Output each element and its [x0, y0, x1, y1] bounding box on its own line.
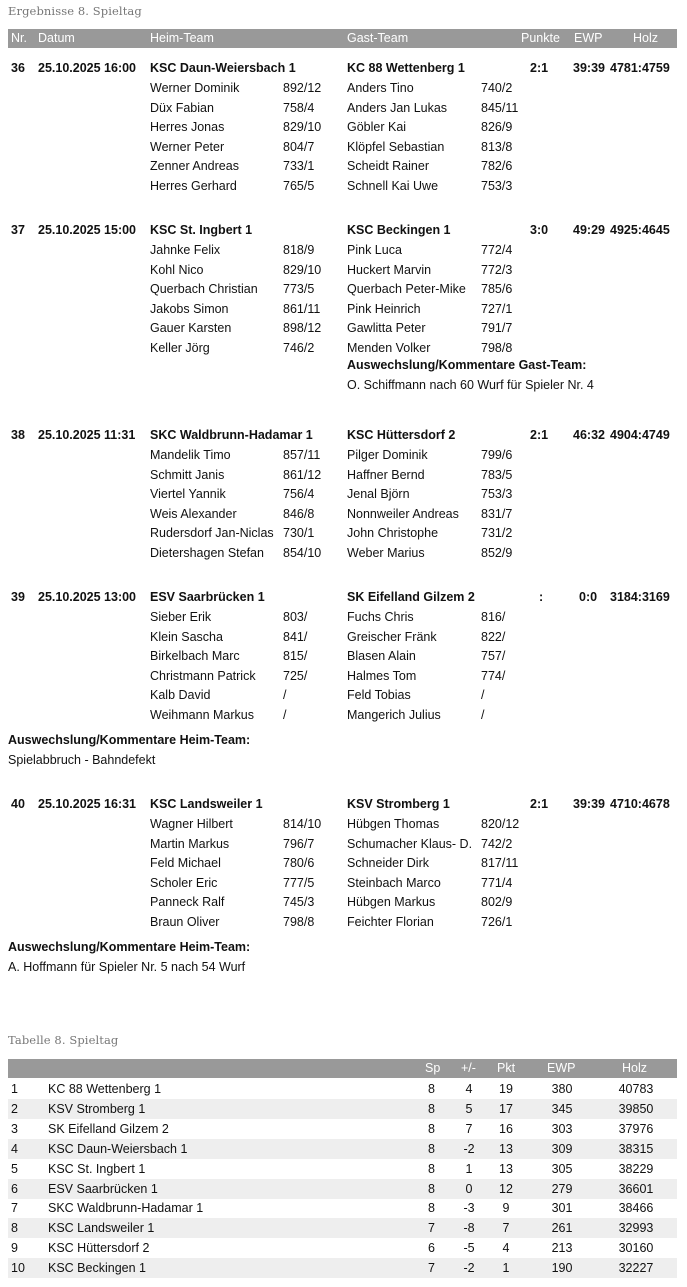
home-player-score: 854/10 [283, 546, 322, 560]
away-player-name: Gawlitta Peter [347, 321, 426, 336]
home-player-score: 745/3 [283, 895, 315, 910]
away-player-score: 757/ [481, 649, 506, 664]
home-player-score: 846/8 [283, 506, 315, 521]
diff-cell: -2 [463, 1261, 475, 1276]
away-player-score: 753/3 [481, 487, 513, 502]
home-player-score: 780/6 [283, 856, 315, 871]
away-player-name: Blasen Alain [347, 649, 416, 664]
away-player-score: 798/8 [481, 341, 513, 355]
away-player-name: Anders Tino [347, 81, 414, 95]
away-team: KSV Stromberg 1 [347, 797, 450, 811]
away-player-score: 817/11 [481, 856, 519, 871]
pkt-cell: 16 [499, 1121, 513, 1136]
home-player-name: Keller Jörg [150, 341, 210, 355]
pkt-cell: 9 [502, 1201, 510, 1216]
header-diff: +/- [461, 1061, 476, 1075]
pkt-cell: 1 [502, 1261, 510, 1276]
standings-row [8, 1079, 677, 1099]
away-player-name: Querbach Peter-Mike [347, 282, 466, 297]
away-player-score: 826/9 [481, 120, 513, 135]
away-team: KSC Hüttersdorf 2 [347, 428, 456, 442]
home-player-score: 796/7 [283, 836, 315, 851]
home-player-name: Zenner Andreas [150, 159, 239, 174]
away-player-score: 783/5 [481, 467, 513, 482]
standings-row [8, 1159, 677, 1179]
away-player-score: 831/7 [481, 506, 513, 521]
home-player-name: Klein Sascha [150, 629, 223, 644]
match-ewp: 49:29 [573, 223, 605, 237]
match-points: : [539, 590, 544, 604]
holz-cell: 30160 [618, 1241, 654, 1256]
match-date: 25.10.2025 15:00 [38, 223, 137, 237]
diff-cell: -3 [463, 1201, 475, 1216]
away-player-score: / [481, 688, 485, 703]
home-comment-label: Auswechslung/Kommentare Heim-Team: [8, 940, 251, 954]
away-team: KSC Beckingen 1 [347, 223, 451, 237]
match-nr: 36 [11, 61, 25, 75]
home-player-score: 803/ [283, 610, 308, 624]
home-player-name: Mandelik Timo [150, 448, 231, 462]
match-holz: 3184:3169 [610, 590, 670, 604]
ewp-cell: 190 [551, 1261, 573, 1276]
diff-cell: -8 [463, 1221, 475, 1236]
home-player-score: 829/10 [283, 120, 322, 135]
home-player-score: 814/10 [283, 817, 322, 831]
team-cell: KSC Landsweiler 1 [48, 1221, 155, 1236]
home-player-name: Panneck Ralf [150, 895, 225, 910]
away-comment-label: Auswechslung/Kommentare Gast-Team: [347, 358, 587, 372]
home-player-name: Weis Alexander [150, 506, 237, 521]
rank-cell: 1 [11, 1082, 18, 1096]
away-player-score: 771/4 [481, 875, 513, 890]
standings-row [8, 1099, 677, 1119]
home-team: KSC St. Ingbert 1 [150, 223, 253, 237]
home-player-name: Werner Dominik [150, 81, 240, 95]
match-nr: 37 [11, 223, 25, 237]
ewp-cell: 279 [551, 1181, 573, 1196]
home-player-score: / [283, 708, 287, 722]
standings-row [8, 1119, 677, 1139]
away-player-name: Fuchs Chris [347, 610, 414, 624]
standings-row [8, 1179, 677, 1199]
holz-cell: 38229 [618, 1161, 654, 1176]
header-holz-table: Holz [622, 1061, 648, 1075]
home-player-name: Scholer Eric [150, 875, 218, 890]
holz-cell: 32227 [618, 1261, 654, 1276]
diff-cell: 1 [465, 1161, 473, 1176]
sp-cell: 7 [428, 1261, 435, 1276]
home-player-name: Rudersdorf Jan-Niclas [150, 526, 274, 541]
away-team: SK Eifelland Gilzem 2 [347, 590, 475, 604]
away-player-score: 772/3 [481, 262, 513, 277]
away-player-score: 774/ [481, 668, 506, 683]
home-player-score: 804/7 [283, 139, 315, 154]
rank-cell: 5 [11, 1161, 18, 1176]
pkt-cell: 4 [502, 1241, 510, 1256]
away-player-name: John Christophe [347, 526, 439, 541]
team-cell: KSC St. Ingbert 1 [48, 1161, 146, 1176]
match-ewp: 39:39 [573, 797, 605, 811]
match-date: 25.10.2025 16:00 [38, 61, 137, 75]
away-player-score: 813/8 [481, 139, 513, 154]
holz-cell: 40783 [618, 1082, 654, 1096]
rank-cell: 3 [11, 1121, 18, 1136]
pkt-cell: 13 [499, 1141, 513, 1156]
header-pkt: Pkt [497, 1061, 516, 1075]
home-player-name: Birkelbach Marc [150, 649, 240, 664]
match-date: 25.10.2025 16:31 [38, 797, 137, 811]
home-player-name: Gauer Karsten [150, 321, 232, 336]
home-player-score: 861/11 [283, 301, 321, 316]
sp-cell: 8 [428, 1121, 435, 1136]
team-cell: SKC Waldbrunn-Hadamar 1 [48, 1201, 204, 1216]
standings-row [8, 1258, 677, 1278]
standings-row [8, 1238, 677, 1258]
home-player-name: Herres Gerhard [150, 179, 237, 193]
away-player-name: Pink Heinrich [347, 301, 421, 316]
match-date: 25.10.2025 11:31 [38, 428, 136, 442]
away-player-name: Schnell Kai Uwe [347, 179, 439, 193]
sp-cell: 8 [428, 1161, 435, 1176]
away-player-score: 742/2 [481, 836, 513, 851]
home-player-score: / [283, 688, 287, 703]
pkt-cell: 17 [499, 1101, 513, 1116]
away-player-score: 772/4 [481, 243, 513, 257]
away-player-name: Pink Luca [347, 243, 402, 257]
home-player-score: 892/12 [283, 81, 322, 95]
away-player-name: Schneider Dirk [347, 856, 429, 871]
away-comment: O. Schiffmann nach 60 Wurf für Spieler Nr. 4 [347, 378, 594, 392]
holz-cell: 38315 [618, 1141, 654, 1156]
away-team: KC 88 Wettenberg 1 [347, 61, 465, 75]
home-player-score: 798/8 [283, 915, 315, 929]
match-holz: 4904:4749 [610, 428, 670, 442]
home-team: SKC Waldbrunn-Hadamar 1 [150, 428, 313, 442]
team-cell: KSC Beckingen 1 [48, 1261, 146, 1276]
results-header [8, 29, 677, 48]
home-player-name: Viertel Yannik [150, 487, 226, 502]
ewp-cell: 309 [551, 1141, 573, 1156]
away-player-name: Nonnweiler Andreas [347, 506, 459, 521]
match-points: 2:1 [530, 428, 549, 442]
home-player-name: Weihmann Markus [150, 708, 254, 722]
away-player-score: 753/3 [481, 179, 513, 193]
away-player-score: 782/6 [481, 159, 513, 174]
team-cell: KSC Hüttersdorf 2 [48, 1241, 150, 1256]
ewp-cell: 261 [551, 1221, 573, 1236]
away-player-score: 822/ [481, 629, 506, 644]
diff-cell: -2 [463, 1141, 475, 1156]
match-date: 25.10.2025 13:00 [38, 590, 137, 604]
home-team: KSC Daun-Weiersbach 1 [150, 61, 296, 75]
home-player-score: 773/5 [283, 282, 315, 297]
sp-cell: 8 [428, 1201, 435, 1216]
away-player-name: Pilger Dominik [347, 448, 428, 462]
home-player-name: Martin Markus [150, 836, 230, 851]
ewp-cell: 345 [551, 1101, 573, 1116]
away-player-score: 845/11 [481, 100, 519, 115]
diff-cell: -5 [463, 1241, 475, 1256]
home-player-score: 815/ [283, 649, 308, 664]
match-points: 2:1 [530, 61, 549, 75]
home-player-score: 841/ [283, 629, 308, 644]
results-title: Ergebnisse 8. Spieltag [8, 4, 142, 18]
home-player-name: Schmitt Janis [150, 467, 225, 482]
header-sp: Sp [425, 1061, 441, 1075]
home-team: KSC Landsweiler 1 [150, 797, 263, 811]
away-player-score: 852/9 [481, 546, 513, 560]
home-player-name: Feld Michael [150, 856, 221, 871]
away-player-score: 727/1 [481, 301, 513, 316]
header-holz: Holz [633, 31, 659, 45]
away-player-score: 791/7 [481, 321, 513, 336]
home-player-score: 730/1 [283, 526, 315, 541]
ewp-cell: 305 [551, 1161, 573, 1176]
home-player-score: 829/10 [283, 262, 322, 277]
away-player-name: Feld Tobias [347, 688, 411, 703]
rank-cell: 6 [11, 1181, 18, 1196]
pkt-cell: 19 [499, 1082, 513, 1096]
away-player-score: 799/6 [481, 448, 513, 462]
header-gast: Gast-Team [347, 31, 409, 45]
standings-title: Tabelle 8. Spieltag [8, 1033, 119, 1047]
home-player-name: Jahnke Felix [150, 243, 221, 257]
rank-cell: 2 [11, 1101, 18, 1116]
sp-cell: 8 [428, 1181, 435, 1196]
home-player-score: 818/9 [283, 243, 315, 257]
diff-cell: 0 [465, 1181, 473, 1196]
sp-cell: 8 [428, 1101, 435, 1116]
ewp-cell: 213 [551, 1241, 573, 1256]
pkt-cell: 12 [499, 1181, 513, 1196]
diff-cell: 4 [465, 1082, 473, 1096]
away-player-score: 726/1 [481, 915, 513, 929]
away-player-name: Scheidt Rainer [347, 159, 429, 174]
away-player-name: Mangerich Julius [347, 708, 441, 722]
standings-row [8, 1198, 677, 1218]
home-player-score: 861/12 [283, 467, 322, 482]
home-player-name: Kalb David [150, 688, 211, 703]
home-player-name: Christmann Patrick [150, 668, 256, 683]
match-nr: 39 [11, 590, 25, 604]
team-cell: KSC Daun-Weiersbach 1 [48, 1141, 188, 1156]
diff-cell: 7 [465, 1121, 473, 1136]
away-player-score: 820/12 [481, 817, 520, 831]
header-punkte: Punkte [521, 31, 560, 45]
away-player-score: 731/2 [481, 526, 513, 541]
home-player-name: Sieber Erik [150, 610, 212, 624]
team-cell: KC 88 Wettenberg 1 [48, 1082, 162, 1096]
away-player-name: Steinbach Marco [347, 875, 441, 890]
rank-cell: 9 [11, 1241, 18, 1256]
away-player-score: 816/ [481, 610, 506, 624]
home-player-score: 733/1 [283, 159, 315, 174]
away-player-name: Huckert Marvin [347, 262, 432, 277]
away-player-name: Klöpfel Sebastian [347, 139, 445, 154]
away-player-score: 785/6 [481, 282, 513, 297]
ewp-cell: 301 [551, 1201, 573, 1216]
home-player-name: Werner Peter [150, 139, 225, 154]
home-comment-label: Auswechslung/Kommentare Heim-Team: [8, 733, 251, 747]
rank-cell: 8 [11, 1221, 18, 1236]
away-player-name: Weber Marius [347, 546, 425, 560]
holz-cell: 37976 [618, 1121, 654, 1136]
home-player-name: Düx Fabian [150, 100, 214, 115]
diff-cell: 5 [465, 1101, 473, 1116]
away-player-name: Hübgen Thomas [347, 817, 440, 831]
home-player-name: Kohl Nico [150, 262, 204, 277]
away-player-score: 802/9 [481, 895, 513, 910]
away-player-name: Göbler Kai [347, 120, 407, 135]
match-points: 3:0 [530, 223, 549, 237]
home-player-name: Herres Jonas [150, 120, 225, 135]
away-player-name: Menden Volker [347, 341, 431, 355]
pkt-cell: 7 [502, 1221, 510, 1236]
holz-cell: 32993 [618, 1221, 654, 1236]
away-player-name: Greischer Fränk [347, 629, 437, 644]
match-nr: 38 [11, 428, 25, 442]
team-cell: ESV Saarbrücken 1 [48, 1181, 158, 1196]
match-ewp: 46:32 [573, 428, 605, 442]
away-player-name: Haffner Bernd [347, 467, 425, 482]
away-player-name: Schumacher Klaus- D. [347, 836, 473, 851]
header-ewp: EWP [574, 31, 603, 45]
home-player-score: 758/4 [283, 100, 315, 115]
home-team: ESV Saarbrücken 1 [150, 590, 265, 604]
home-player-score: 725/ [283, 668, 308, 683]
home-player-name: Braun Oliver [150, 915, 220, 929]
match-holz: 4781:4759 [610, 61, 670, 75]
sp-cell: 7 [428, 1221, 435, 1236]
home-comment: Spielabbruch - Bahndefekt [8, 753, 156, 767]
sp-cell: 8 [428, 1082, 435, 1096]
pkt-cell: 13 [499, 1161, 513, 1176]
rank-cell: 10 [11, 1261, 25, 1276]
header-heim: Heim-Team [150, 31, 214, 45]
home-player-name: Querbach Christian [150, 282, 258, 297]
header-ewp-table: EWP [547, 1061, 576, 1075]
ewp-cell: 303 [551, 1121, 573, 1136]
standings-row [8, 1218, 677, 1238]
home-player-name: Jakobs Simon [150, 301, 229, 316]
away-player-name: Hübgen Markus [347, 895, 436, 910]
home-player-name: Wagner Hilbert [150, 817, 233, 831]
away-player-score: / [481, 708, 485, 722]
away-player-name: Halmes Tom [347, 668, 417, 683]
away-player-name: Feichter Florian [347, 915, 434, 929]
home-player-score: 898/12 [283, 321, 322, 336]
match-points: 2:1 [530, 797, 549, 811]
match-ewp: 0:0 [579, 590, 598, 604]
header-nr: Nr. [11, 31, 27, 45]
standings-row [8, 1139, 677, 1159]
home-player-score: 857/11 [283, 448, 321, 462]
holz-cell: 39850 [618, 1101, 654, 1116]
standings-header [8, 1059, 677, 1078]
home-comment: A. Hoffmann für Spieler Nr. 5 nach 54 Wurf [8, 960, 246, 974]
rank-cell: 7 [11, 1201, 18, 1216]
away-player-name: Jenal Björn [347, 487, 410, 502]
match-ewp: 39:39 [573, 61, 605, 75]
sp-cell: 8 [428, 1141, 435, 1156]
header-datum: Datum [38, 31, 75, 45]
away-player-score: 740/2 [481, 81, 513, 95]
home-player-name: Dietershagen Stefan [150, 546, 264, 560]
team-cell: KSV Stromberg 1 [48, 1101, 146, 1116]
match-holz: 4710:4678 [610, 797, 670, 811]
home-player-score: 756/4 [283, 487, 315, 502]
rank-cell: 4 [11, 1141, 18, 1156]
home-player-score: 746/2 [283, 341, 315, 355]
holz-cell: 38466 [618, 1201, 654, 1216]
away-player-name: Anders Jan Lukas [347, 100, 448, 115]
ewp-cell: 380 [551, 1082, 573, 1096]
home-player-score: 777/5 [283, 875, 315, 890]
match-holz: 4925:4645 [610, 223, 670, 237]
team-cell: SK Eifelland Gilzem 2 [48, 1121, 169, 1136]
home-player-score: 765/5 [283, 179, 315, 193]
holz-cell: 36601 [618, 1181, 654, 1196]
match-nr: 40 [11, 797, 25, 811]
sp-cell: 6 [428, 1241, 435, 1256]
